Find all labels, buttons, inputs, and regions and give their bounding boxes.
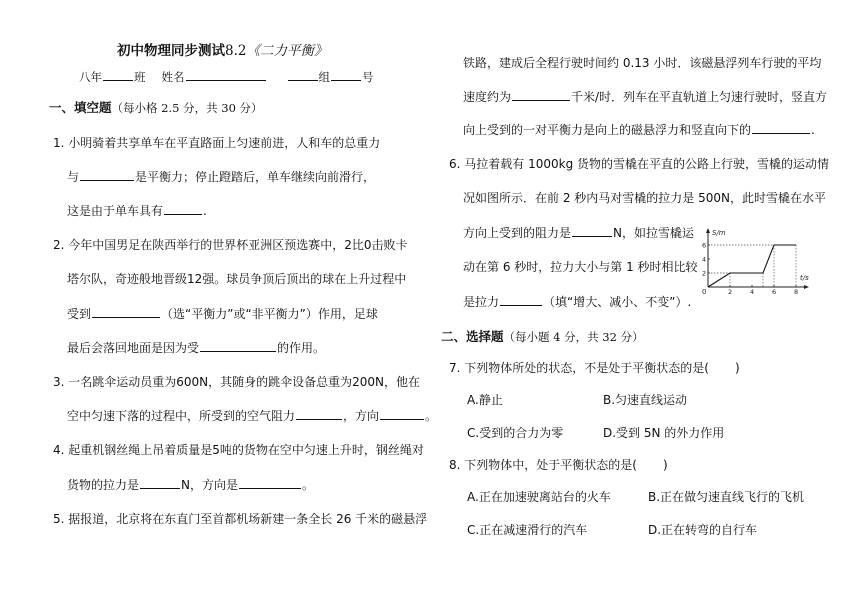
q5-line3 bbox=[463, 88, 827, 105]
x-axis-label: t/s bbox=[800, 274, 809, 282]
q8-option-d[interactable]: D.正在转弯的自行车 bbox=[648, 523, 758, 537]
q1-l2b: 是平衡力；停止蹬踏后，单车继续向前滑行， bbox=[135, 170, 376, 184]
q4-line2 bbox=[67, 476, 314, 493]
y-tick-label-6: 6 bbox=[702, 241, 707, 250]
q1-l3b: . bbox=[203, 204, 207, 218]
q1-line3 bbox=[67, 202, 207, 219]
q7-option-d[interactable]: D.受到 5N 的外力作用 bbox=[603, 426, 725, 440]
q2-l3b: （选“平衡力”或“非平衡力”）作用，足球 bbox=[161, 307, 378, 321]
section-fill-in-heading bbox=[49, 98, 263, 116]
section1-title: 一、填空题 bbox=[49, 100, 112, 115]
q2-line4 bbox=[67, 339, 325, 356]
q6-blank1[interactable] bbox=[572, 224, 612, 237]
section-choice-heading bbox=[441, 327, 644, 345]
q3-line1: 3. 一名跳伞运动员重为600N，其随身的跳伞设备总重为200N，他在 bbox=[53, 375, 421, 389]
x-tick-label-8: 8 bbox=[794, 288, 799, 295]
y-tick-label-2: 2 bbox=[702, 269, 707, 278]
q3-l2b: ，方向 bbox=[343, 409, 380, 423]
page-title bbox=[117, 39, 327, 59]
q8-stem-a: 8. 下列物体中，处于平衡状态的是( bbox=[449, 458, 637, 472]
q5-blank1[interactable] bbox=[512, 88, 570, 101]
q1-line2 bbox=[67, 168, 375, 185]
x-tick-label-2: 2 bbox=[728, 288, 733, 295]
q8-option-a[interactable]: A.正在加速驶离站台的火车 bbox=[467, 490, 611, 504]
y-axis-arrow bbox=[706, 228, 710, 233]
title-main: 初中物理同步测试 bbox=[117, 43, 225, 59]
q5-line1: 5. 据报道，北京将在东直门至首都机场新建一条全长 26 千米的磁悬浮 bbox=[53, 512, 428, 526]
q4-line1: 4. 起重机钢丝绳上吊着质量是5吨的货物在空中匀速上升时，钢丝绳对 bbox=[53, 443, 424, 457]
q3-blank1[interactable] bbox=[296, 407, 342, 420]
q1-line1: 1. 小明骑着共享单车在平直路面上匀速前进，人和车的总重力 bbox=[53, 136, 381, 150]
q4-l2b: N，方向是 bbox=[181, 478, 238, 492]
q7-stem-a: 7. 下列物体所处的状态，不是处于平衡状态的是( bbox=[449, 361, 709, 375]
x-axis-arrow bbox=[804, 285, 809, 289]
q4-blank1[interactable] bbox=[140, 476, 180, 489]
q8-stem-b: ) bbox=[662, 458, 668, 472]
section1-note: （每小格 2.5 分，共 30 分） bbox=[111, 101, 263, 115]
distance-time-graph bbox=[700, 225, 815, 295]
q6-l3b: N，如拉雪橇运 bbox=[613, 226, 694, 240]
group-label: 组 bbox=[318, 70, 330, 84]
q6-line3 bbox=[463, 224, 694, 241]
q5-l3b: 千米/时．列车在平直轨道上匀速行驶时，竖直方 bbox=[571, 90, 828, 104]
q6-l5b: （填“增大、减小、不变”）. bbox=[543, 295, 692, 309]
q2-l3a: 受到 bbox=[67, 307, 92, 321]
q7-option-a[interactable]: A.静止 bbox=[467, 393, 503, 407]
q1-blank2[interactable] bbox=[164, 202, 202, 215]
q8-option-b[interactable]: B.正在做匀速直线飞行的飞机 bbox=[648, 490, 805, 504]
q1-blank1[interactable] bbox=[80, 168, 134, 181]
title-number: 8.2 bbox=[225, 43, 247, 59]
name-label: 姓名 bbox=[161, 70, 185, 84]
class-label: 班 bbox=[134, 70, 146, 84]
q2-l4a: 最后会落回地面是因为受 bbox=[67, 341, 200, 355]
q6-blank2[interactable] bbox=[500, 293, 542, 306]
q5-blank2[interactable] bbox=[752, 121, 810, 134]
q2-line3 bbox=[67, 305, 378, 322]
q4-l2a: 货物的拉力是 bbox=[67, 478, 140, 492]
x-tick-label-4: 4 bbox=[750, 288, 755, 295]
number-label: 号 bbox=[362, 70, 374, 84]
q3-l2a: 空中匀速下落的过程中，所受到的空气阻力 bbox=[67, 409, 296, 423]
grade-label: 八年 bbox=[79, 70, 102, 84]
q7-option-b[interactable]: B.匀速直线运动 bbox=[603, 393, 688, 407]
section2-note: （每小题 4 分，共 32 分） bbox=[503, 330, 644, 344]
group-blank[interactable] bbox=[288, 68, 318, 81]
graph-origin: 0 bbox=[702, 288, 707, 295]
distance-time-line bbox=[708, 245, 796, 287]
q1-l2a: 与 bbox=[67, 170, 80, 184]
q7-option-c[interactable]: C.受到的合力为零 bbox=[467, 426, 564, 440]
q5-line2: 铁路，建成后全程行驶时间约 0.13 小时．该磁悬浮列车行驶的平均 bbox=[463, 56, 822, 70]
q2-line1: 2. 今年中国男足在陕西举行的世界杯亚洲区预选赛中，2比0击败卡 bbox=[53, 238, 408, 252]
q5-line4 bbox=[463, 121, 815, 138]
q3-blank2[interactable] bbox=[380, 407, 424, 420]
q4-l2c: 。 bbox=[302, 478, 315, 492]
section2-title: 二、选择题 bbox=[441, 329, 504, 344]
q6-line1: 6. 马拉着载有 1000kg 货物的雪橇在平直的公路上行驶，雪橇的运动情 bbox=[449, 157, 830, 171]
q8-stem bbox=[449, 456, 668, 473]
y-tick-label-4: 4 bbox=[702, 255, 707, 264]
q6-line5 bbox=[463, 293, 691, 310]
x-tick-label-6: 6 bbox=[772, 288, 777, 295]
q6-line4: 动在第 6 秒时，拉力大小与第 1 秒时相比较 bbox=[463, 260, 698, 274]
q5-l3a: 速度约为 bbox=[463, 90, 512, 104]
q2-line2: 塔尔队，奇迹般地晋级12强。球员争顶后顶出的球在上升过程中 bbox=[67, 272, 407, 286]
q6-l3a: 方向上受到的阻力是 bbox=[463, 226, 572, 240]
class-blank[interactable] bbox=[103, 68, 133, 81]
q3-line2 bbox=[67, 407, 437, 424]
name-blank[interactable] bbox=[186, 68, 266, 81]
q4-blank2[interactable] bbox=[239, 476, 301, 489]
student-info-line bbox=[79, 68, 374, 85]
y-axis-label: S/m bbox=[712, 229, 726, 237]
q2-l4b: 的作用。 bbox=[277, 341, 326, 355]
q8-option-c[interactable]: C.正在减速滑行的汽车 bbox=[467, 523, 588, 537]
q7-stem-b: ) bbox=[734, 361, 740, 375]
q1-l3a: 这是由于单车具有 bbox=[67, 204, 164, 218]
q7-stem bbox=[449, 359, 740, 376]
q2-blank2[interactable] bbox=[200, 339, 276, 352]
q6-line2: 况如图所示．在前 2 秒内马对雪橇的拉力是 500N，此时雪橇在水平 bbox=[463, 191, 826, 205]
title-topic: 《二力平衡》 bbox=[246, 43, 328, 59]
number-blank[interactable] bbox=[331, 68, 361, 81]
q3-l2c: 。 bbox=[425, 409, 438, 423]
q5-l4a: 向上受到的一对平衡力是向上的磁悬浮力和竖直向下的 bbox=[463, 123, 752, 137]
q5-l4b: . bbox=[811, 123, 815, 137]
q2-blank1[interactable] bbox=[92, 305, 160, 318]
q6-l5a: 是拉力 bbox=[463, 295, 500, 309]
